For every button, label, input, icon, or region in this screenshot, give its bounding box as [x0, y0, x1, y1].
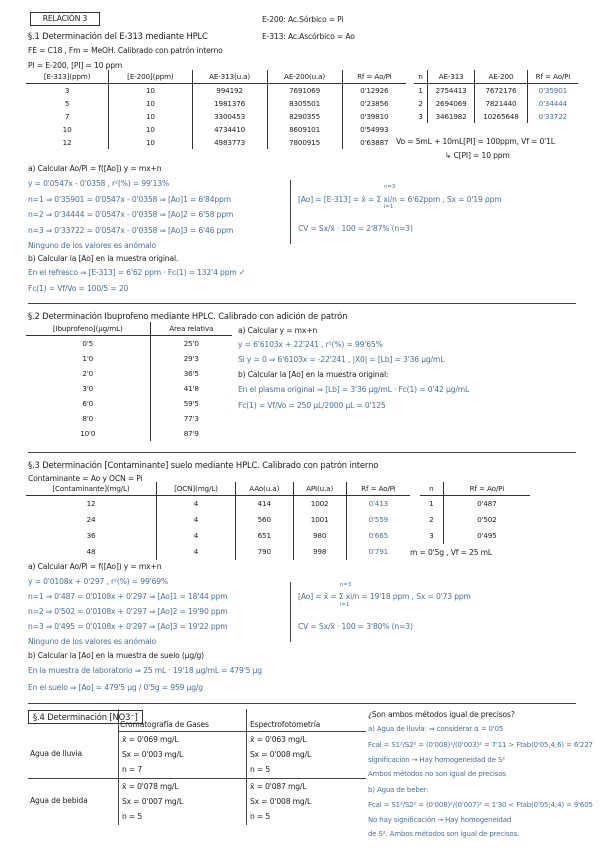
s4-row-label: Agua de lluvia	[30, 749, 82, 758]
table-row: 12 4 414 1002 0'413	[26, 496, 410, 512]
s1-a-title: a) Calcular Ao/Pi = f([Ao]) y = mx+n	[28, 164, 162, 173]
s4-question: ¿Son ambos métodos igual de precisos?	[368, 710, 515, 719]
s1-sum-top: n=3	[384, 184, 396, 190]
s1-cv: CV = Sx/x̄ · 100 = 2'87% (n=3)	[298, 224, 413, 233]
s4-r7: No hay significación → Hay homogeneidad	[368, 816, 512, 824]
table-row: 10 10 4734410 8609101 0'54993	[26, 123, 406, 136]
s1-n2: n=2 ⇒ 0'34444 = 0'0547x - 0'0358 ⇒ [Ao]2 = 6'58 ppm	[28, 210, 234, 219]
s3-side-table: n Rf = Ao/Pi 1 0'487 2 0'502 3 0'495	[420, 482, 530, 544]
s1-th: [E-313](ppm)	[26, 70, 109, 84]
s1-side-note2: ↳ C[PI] = 10 ppm	[445, 151, 510, 160]
s4-cell: Sx = 0'003 mg/L	[122, 750, 184, 759]
s1-side-table: n AE-313 AE-200 Rf = Ao/Pi 1 2754413 7672176 0'35901 2 2694069 7821440 0'34444 3 3461982 10265648 0'33722	[414, 70, 578, 123]
s4-r4: Ambos métodos no son igual de precisos	[368, 770, 506, 778]
s3-sum-bot: i=1	[340, 602, 350, 608]
note-e313: E-313: Ac.Ascórbico = Ao	[262, 32, 355, 41]
s4-grid-h2	[28, 778, 366, 779]
table-row: 10'0 87'9	[26, 426, 232, 441]
s2-b-title: b) Calcular la [Ao] en la muestra original:	[238, 370, 389, 379]
section-divider	[28, 452, 576, 453]
s1-table	[26, 70, 406, 149]
s4-cell: n = 7	[122, 765, 143, 774]
s2-title: §.2 Determinación Ibuprofeno mediante HPLC. Calibrado con adición de patrón	[28, 311, 348, 321]
s4-r8: de S². Ambos métodos son igual de precisos.	[368, 830, 520, 838]
table-row: 3 10 994192 7691069 0'12926	[26, 84, 406, 98]
table-row: 3'0 41'8	[26, 381, 232, 396]
s3-mean: [Ao] = x̄ = Σ xi/n = 19'18 ppm , Sx = 0'73 ppm	[298, 592, 471, 601]
s3-b-title: b) Calcular la [Ao] en la muestra de suelo (μg/g)	[28, 651, 204, 660]
check-icon: ✓	[238, 268, 246, 277]
s3-none: Ninguno de los valores es anómalo	[28, 637, 157, 646]
s2-a-title: a) Calcular y = mx+n	[238, 326, 318, 335]
s2-b2: Fc(1) = Vf/Vo = 250 μL/2000 μL = 0'125	[238, 401, 386, 410]
s1-n3: n=3 ⇒ 0'33722 = 0'0547x - 0'0358 ⇒ [Ao]3 = 6'46 ppm	[28, 226, 234, 235]
table-row: 24 4 560 1001 0'559	[26, 512, 410, 528]
s1-sum-bot: i=1	[384, 204, 394, 210]
s4-grid-v2	[246, 709, 247, 825]
s3-table: [Contaminante](mg/L) [OCN](mg/L) AAo(u.a) API(u.a) Rf = Ao/Pi 12 4 414 1002 0'413 24 4 560 1001 0'559 36 4 651 980 0'665 48 4 790 998 0'791	[26, 482, 410, 560]
table-row: 36 4 651 980 0'665	[26, 528, 410, 544]
s1-mean: [Ao] = [E-313] = x̄ = Σ xi/n = 6'62ppm , Sx = 0'19 ppm	[298, 195, 502, 204]
s4-r5: b) Agua de beber:	[368, 786, 429, 794]
s3-n1: n=1 ⇒ 0'487 = 0'0108x + 0'297 ⇒ [Ao]1 = 18'44 ppm	[28, 592, 228, 601]
s2-b1: En el plasma original ⇒ [Lb] = 3'36 μg/mL · Fc(1) = 0'42 μg/mL	[238, 385, 470, 394]
s3-a-eq: y = 0'0108x + 0'297 , r²(%) = 99'69%	[28, 577, 168, 586]
s1-th: [E-200](ppm)	[109, 70, 192, 84]
s3-sum-top: n=3	[340, 582, 352, 588]
s4-cell: n = 5	[250, 812, 271, 821]
table-row: 2 0'502	[420, 512, 530, 528]
note-e200: E-200: Ac.Sórbico = Pi	[262, 15, 344, 24]
s3-title: §.3 Determinación [Contaminante] suelo mediante HPLC. Calibrado con patrón interno	[28, 460, 379, 470]
table-row: 1'0 29'3	[26, 351, 232, 366]
s3-line1: Contaminante = Ao y OCN = Pi	[28, 474, 143, 483]
table-row: 3 3461982 10265648 0'33722	[414, 110, 578, 123]
table-row: 0'5 25'0	[26, 336, 232, 351]
s3-n2: n=2 ⇒ 0'502 = 0'0108x + 0'297 ⇒ [Ao]2 = 19'90 ppm	[28, 607, 228, 616]
s1-none: Ninguno de los valores es anómalo	[28, 241, 157, 250]
s3-divider	[290, 582, 291, 642]
s1-divider	[290, 180, 291, 244]
s4-cell: x̄ = 0'069 mg/L	[122, 735, 179, 744]
s4-cell: n = 5	[250, 765, 271, 774]
table-row: 1 0'487	[420, 496, 530, 512]
s4-cell: Sx = 0'007 mg/L	[122, 797, 184, 806]
table-row: 5 10 1981376 8305501 0'23856	[26, 97, 406, 110]
s3-b1: En la muestra de laboratorio ⇒ 25 mL · 19'18 μg/mL = 479'5 μg	[28, 666, 262, 675]
s4-cell: n = 5	[122, 812, 143, 821]
s4-title: §.4 Determinación [NO3⁻]	[28, 710, 143, 724]
relacion-title: RELACIÓN 3	[30, 12, 100, 26]
s4-grid-v1	[118, 709, 119, 825]
table-row: 2 2694069 7821440 0'34444	[414, 97, 578, 110]
s4-r1: a) Agua de lluvia: ⇒ considerar α = 0'05	[368, 725, 504, 733]
table-row: 12 10 4983773 7800915 0'63887	[26, 136, 406, 149]
s3-cv: CV = Sx/x̄ · 100 = 3'80% (n=3)	[298, 622, 413, 631]
s1-title: §.1 Determinación del E-313 mediante HPLC	[28, 31, 208, 41]
s1-a-eq: y = 0'0547x - 0'0358 , r²(%) = 99'13%	[28, 179, 170, 188]
s1-th: Rf = Ao/Pi	[342, 70, 406, 84]
s3-a-title: a) Calcular Ao/Pi = f([Ao]) y = mx+n	[28, 562, 162, 571]
s1-line2: PI = E-200, [PI] = 10 ppm	[28, 61, 123, 70]
s4-cell: Sx = 0'008 mg/L	[250, 750, 312, 759]
table-row: 3 0'495	[420, 528, 530, 544]
s4-grid-h1	[118, 731, 366, 732]
table-row: 2'0 36'5	[26, 366, 232, 381]
s1-n1: n=1 ⇒ 0'35901 = 0'0547x - 0'0358 ⇒ [Ao]1 = 6'84ppm	[28, 195, 231, 204]
s1-b-title: b) Calcular la [Ao] en la muestra original.	[28, 254, 179, 263]
s4-r3: significación → Hay homogeneidad de S²	[368, 756, 505, 764]
s2-a-eq: y = 6'6103x + 22'241 , r²(%) = 99'65%	[238, 340, 383, 349]
s3-side-note: m = 0'5g , Vf = 25 mL	[410, 548, 493, 557]
s4-cell: x̄ = 0'078 mg/L	[122, 782, 179, 791]
s2-a-si: Si y = 0 ⇒ 6'6103x = -22'241 , |X0| = [Lb] = 3'36 μg/mL	[238, 355, 445, 364]
table-row: 48 4 790 998 0'791	[26, 544, 410, 560]
s4-r2: Fcal = S1²/S2² = (0'008)²/(0'003)² = 7'11 > Ftab(0'05;4;6) = 6'227	[368, 741, 593, 749]
table-row: 7 10 3300453 8290355 0'39810	[26, 110, 406, 123]
section-divider	[28, 703, 576, 704]
s1-th: AE-313(u.a)	[192, 70, 267, 84]
s1-th: AE-200(u.a)	[267, 70, 342, 84]
s4-cell: x̄ = 0'063 mg/L	[250, 735, 307, 744]
s1-b1: En el refresco ⇒ [E-313] = 6'62 ppm · Fc(1) = 132'4 ppm ✓	[28, 268, 246, 277]
section-divider	[28, 303, 576, 304]
s4-col-gc: Cromatografía de Gases	[120, 720, 209, 729]
s1-side-note1: Vo = 5mL + 10mL[PI] = 100ppm, Vf = 0'1L	[396, 137, 555, 146]
s4-row-label: Agua de bebida	[30, 796, 88, 805]
s3-n3: n=3 ⇒ 0'495 = 0'0108x + 0'297 ⇒ [Ao]3 = 19'22 ppm	[28, 622, 228, 631]
s1-line1: FE = C18 , Fm = MeOH. Calibrado con patrón interno	[28, 46, 223, 55]
s4-cell: Sx = 0'008 mg/L	[250, 797, 312, 806]
table-row: 6'0 59'5	[26, 396, 232, 411]
table-row: 1 2754413 7672176 0'35901	[414, 84, 578, 98]
s1-b2: Fc(1) = Vf/Vo = 100/5 = 20	[28, 284, 129, 293]
s4-col-spec: Espectrofotometría	[250, 720, 321, 729]
s4-r6: Fcal = S1²/S2² = (0'008)²/(0'007)² = 1'30 < Ftab(0'05;4;4) = 9'605	[368, 801, 593, 809]
s3-b2: En el suelo ⇒ [Ao] = 479'5 μg / 0'5g = 959 μg/g	[28, 683, 203, 692]
s2-table: [Ibuprofeno](μg/mL) Área relativa 0'5 25'0 1'0 29'3 2'0 36'5 3'0 41'8 6'0 59'5 8'0 77'3 10'0 87'9	[26, 322, 232, 441]
table-row: 8'0 77'3	[26, 411, 232, 426]
s4-cell: x̄ = 0'087 mg/L	[250, 782, 307, 791]
